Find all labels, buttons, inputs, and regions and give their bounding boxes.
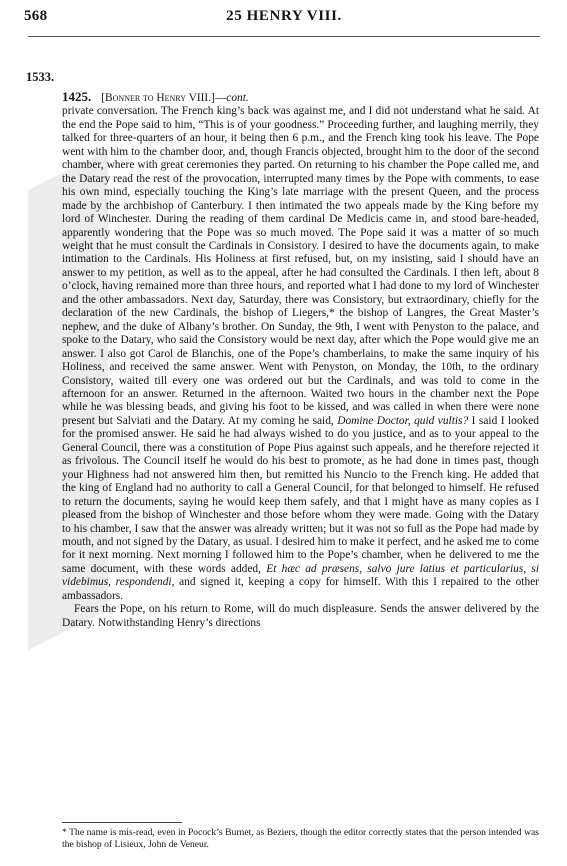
continued-label: cont. — [226, 92, 249, 104]
margin-year: 1533. — [26, 70, 55, 84]
latin-quote-2: Et hæc ad præsens, salvo jure latius et particularius, si videbimus, respondendi, — [62, 562, 540, 589]
entry-body — [62, 90, 539, 630]
header-rule — [28, 36, 540, 37]
page-number: 568 — [24, 8, 48, 24]
paragraph-main — [62, 105, 539, 603]
running-title: 25 HENRY VIII. — [226, 8, 342, 24]
entry-heading — [62, 90, 539, 105]
entry-title: Bonner to Henry VIII. — [105, 92, 212, 104]
heading-close-bracket: ]— — [211, 92, 227, 104]
entry-number: 1425. — [62, 89, 92, 104]
paragraph-main-text-c: and signed it, keeping a copy for himself. With this I repaired to the other ambassadors. — [62, 576, 539, 602]
latin-quote-1: Domine Doctor, quid vultis? — [337, 414, 469, 427]
page-header — [24, 6, 544, 32]
footnote: * The name is mis-read, even in Pocock’s Burnet, as Beziers, though the editor correctly states that the person intended was the bishop of Lisieux, John de Veneur. — [62, 827, 539, 850]
heading-open-bracket: [ — [101, 92, 106, 104]
paragraph-second: Fears the Pope, on his return to Rome, will do much displeasure. Sends the answer delivered by the Datary. Notwithstanding Henry’s directions — [62, 603, 539, 629]
paragraph-main-text-b: I said I looked for the promised answer. He said he had always wished to do you justice, and as to your appeal to the General Council, there was a constitution of Pope Pius against such appeals, and he therefore rejected it as frivolous. The Council itself he would do his best to promote, as he had done in times past, though your Highness had not answered him then, but remitted his Nuncio to the French king. He added that the king of England had no authority to call a General Council, for that belonged to himself. He refused to return the documents, saying he would keep them safely, and that I might have as many copies as I pleased from the bishop of Winchester and those before whom they were made. Going with the Datary to his chamber, I saw that the answer was already written; but it was not so full as the Pope had made by mouth, and not signed by the Datary, as usual. I desired him to make it perfect, and he asked me to come for it next morning. Next morning I followed him to the Pope’s chamber, when he delivered to me the same document, with these words added, — [62, 414, 539, 575]
paragraph-main-text-a: private conversation. The French king’s back was against me, and I did not understand what he said. At the end the Pope said to him, “This is of your goodness.” Proceeding further, and laughing merrily, they talked for three-quarters of an hour, it being then 6 p.m., and the French king took his leave. The Pope went with him to the chamber door, and, though Francis objected, brought him to the door of the second chamber, where with great ceremonies they parted. On returning to his chamber the Pope called me, and the Datary read the rest of the provocation, interrupted many times by the Pope with comments, to ease his own mind, especially touching the King’s late marriage with the present Queen, and the process made by the archbishop of Canterbury. I then intimated the two appeals made by the King before my lord of Winchester. During the reading of them cardinal De Medicis came in, and stood bare-headed, apparently wondering that the Pope was so much moved. The Pope said it was a matter of so much weight that he must consult the Cardinals in Consistory. I desired to have the documents again, to make intimation to the Cardinals. His Holiness at first refused, but, on my insisting, said I should have an answer to my petition, as well as to the appeal, after he had consulted the Cardinals. I then left, about 8 o’clock, having remained more than three hours, and reported what I had done to my lord of Winchester and the other ambassadors. Next day, Saturday, there was Consistory, but extraordinary, chiefly for the declaration of the new Cardinals, the bishop of Liegers,* the bishop of Langres, the Great Master’s nephew, and the duke of Albany’s brother. On Sunday, the 9th, I went with Penyston to the palace, and spoke to the Datary, who said the Consistory would be next day, after which the Pope would give me an answer. I also got Carol de Blanchis, one of the Pope’s chamberlains, to make the same inquiry of his Holiness, and received the same answer. Went with Penyston, on Monday, the 10th, to the ordinary Consistory, waited till every one was ordered out but the Cardinals, and was told to come in the afternoon for an answer. Returned in the afternoon. Waited two hours in the chamber next the Pope while he was blessing beads, and giving his foot to be kissed, and was called in when there were none present but Salviati and the Datary. At my coming he said, — [62, 105, 539, 427]
footnote-rule — [62, 822, 182, 823]
